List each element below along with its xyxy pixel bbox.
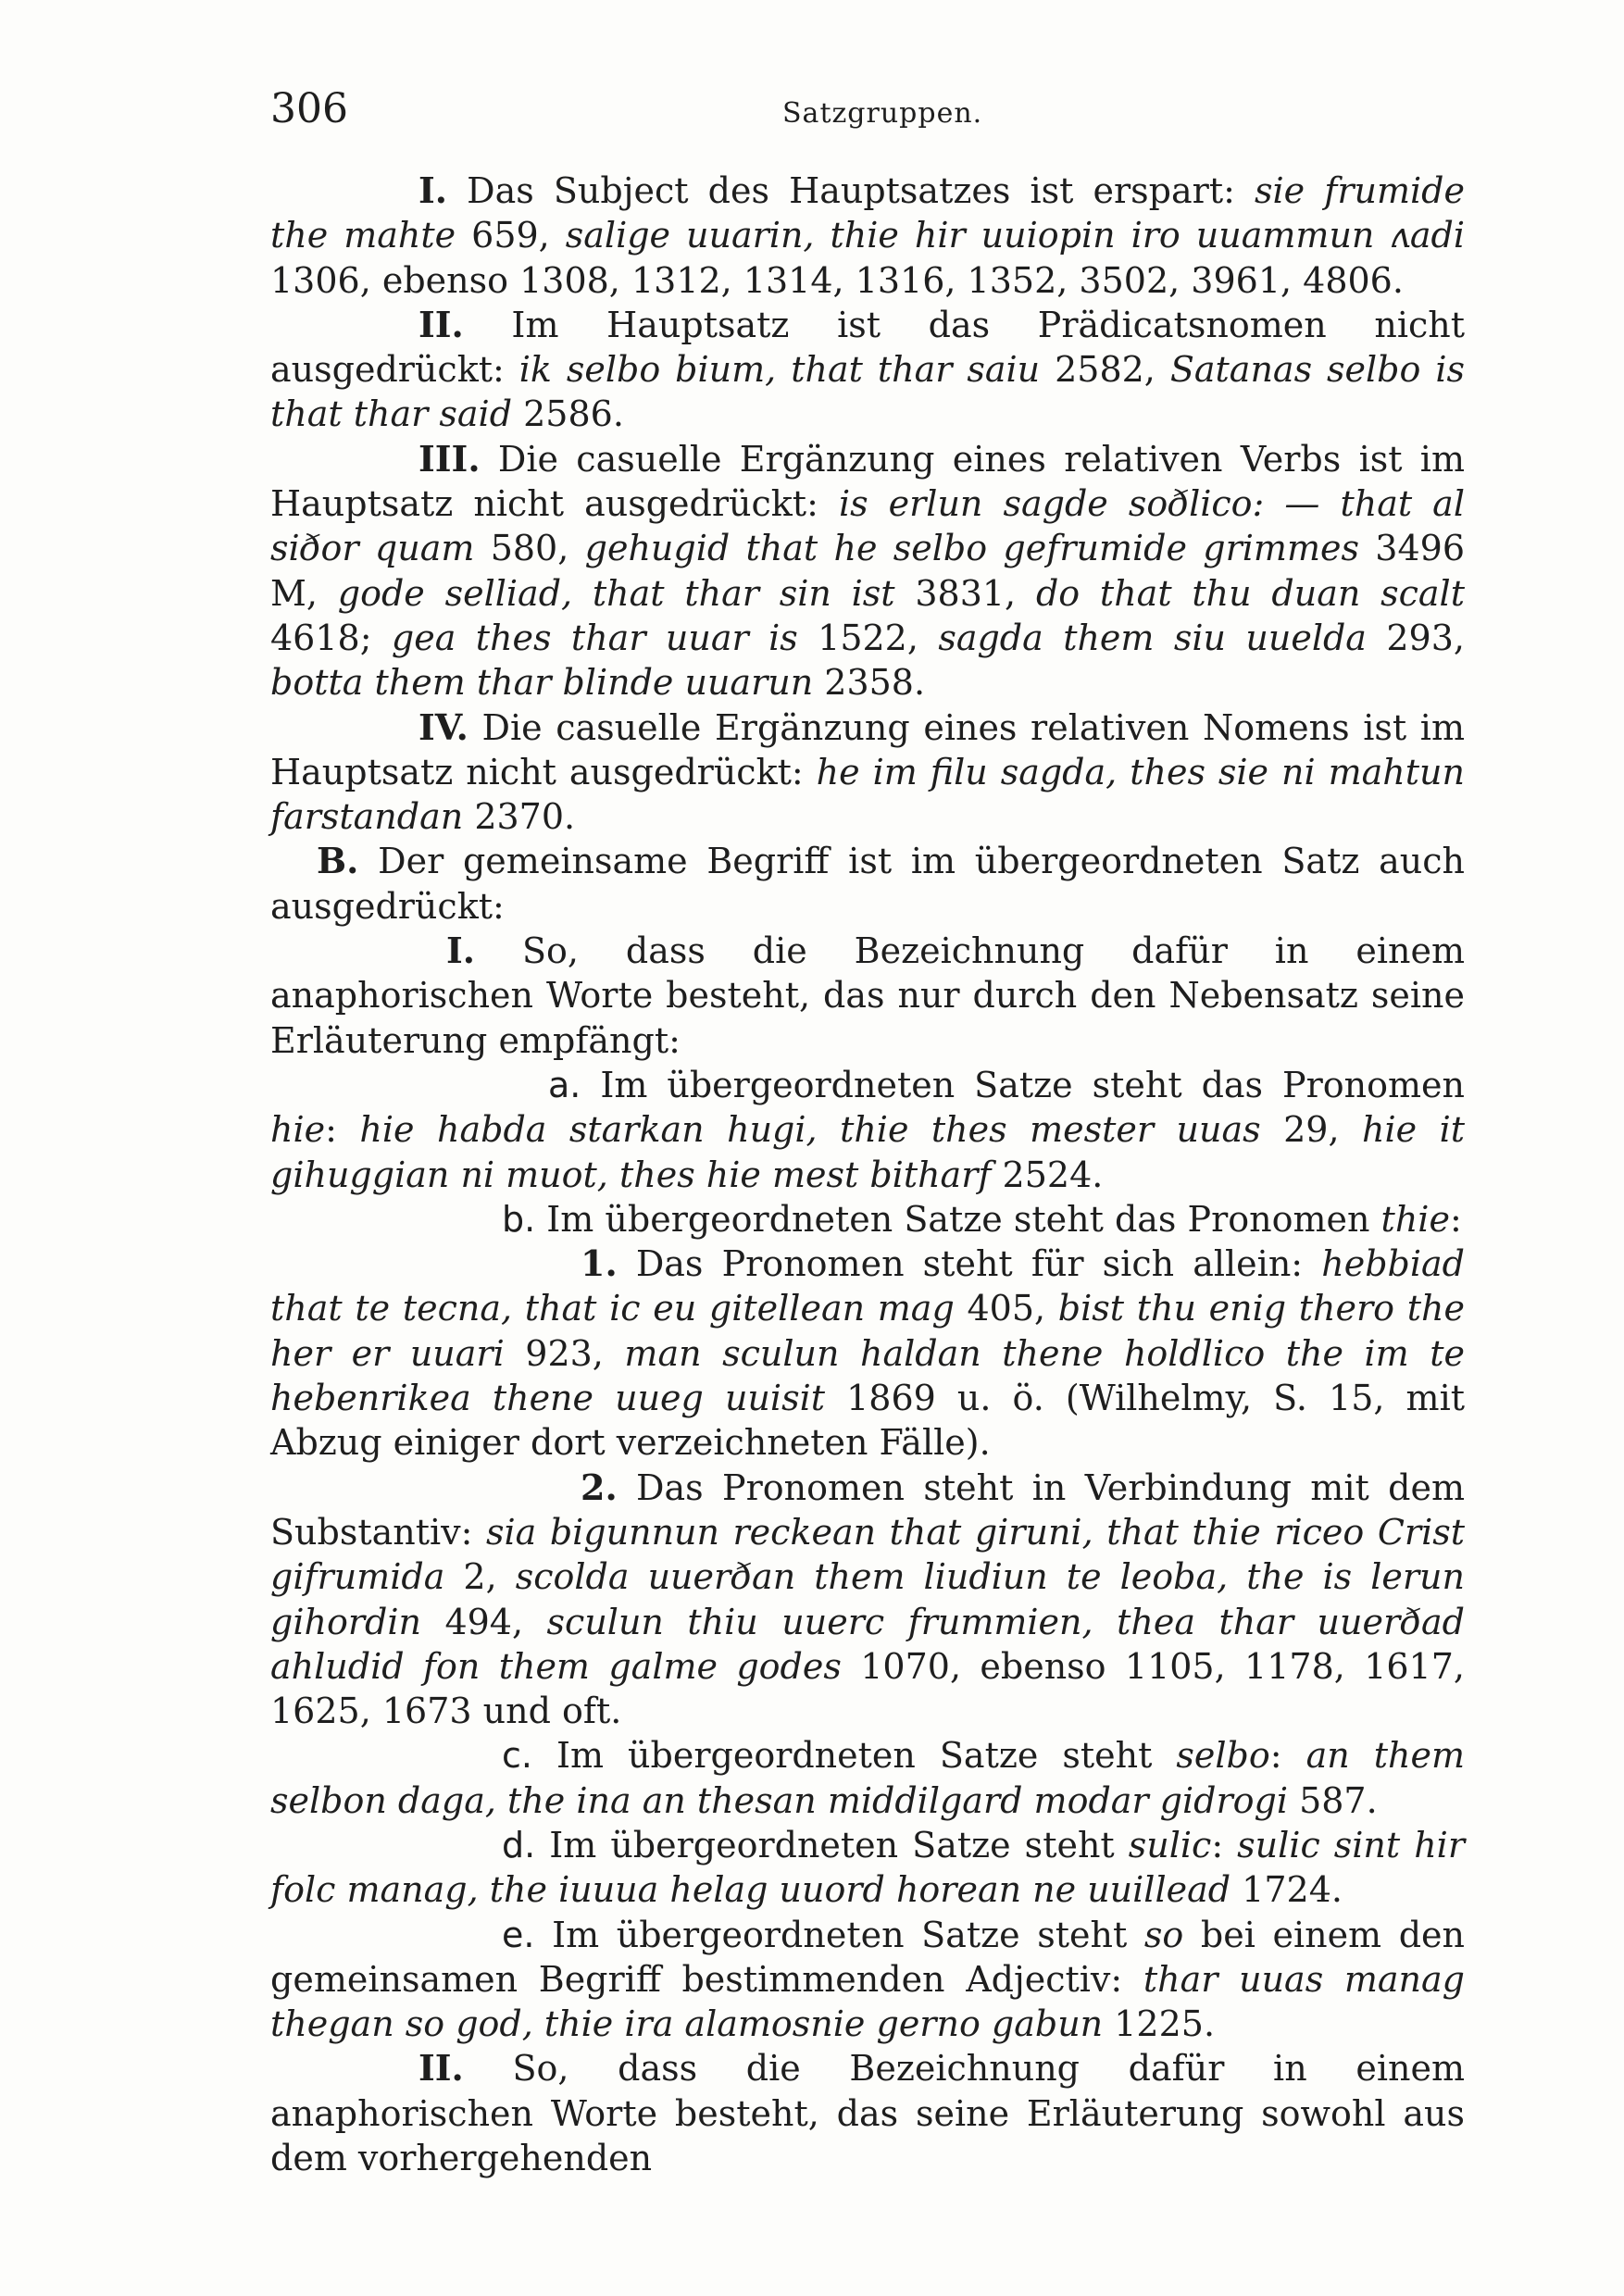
paragraph-2-verbindung: 2. Das Pronomen steht in Verbindung mit dem Substantiv: sia bigunnun reckean that giruni, that thie riceo Crist gifrumida 2, scolda uuerðan them liudiun te leoba, the is lerun gihordin 494, sculun thiu uuerc frummien, thea thar uuerðad ahludid fon them galme godes 1070, ebenso 1105, 1178, 1617, 1625, 1673 und oft. xyxy=(270,1466,1465,1732)
paragraph-b-i: I. So, dass die Bezeichnung dafür in einem anaphorischen Worte besteht, das nur durch den Nebensatz seine Erläuterung empfängt: xyxy=(270,930,1465,1061)
paragraph-d-sulic: d. Im übergeordneten Satze steht sulic: sulic sint hir folc manag, the iuuua helag uuord horean ne uuillead 1724. xyxy=(270,1824,1465,1911)
paragraph-label: II. xyxy=(418,303,464,345)
paragraph-iii-verb: III. Die casuelle Ergänzung eines relativen Verbs ist im Hauptsatz nicht ausgedrückt: is erlun sagde soðlico: — that al siðor quam 580, gehugid that he selbo gefrumide grimmes 3496 M, gode selliad, that thar sin ist 3831, do that thu duan scalt 4618; gea thes thar uuar is 1522, sagda them siu uuelda 293, botta them thar blinde uuarun 2358. xyxy=(270,437,1465,704)
paragraph-label: I. xyxy=(418,169,448,211)
paragraph-label: I. xyxy=(446,930,476,972)
paragraph-e-so: e. Im übergeordneten Satze steht so bei einem den gemeinsamen Begriff bestimmenden Adjectiv: thar uuas manag thegan so god, thie ira alamosnie gerno gabun 1225. xyxy=(270,1914,1465,2045)
running-head: Satzgruppen. xyxy=(782,97,983,130)
paragraph-label: b. xyxy=(502,1198,536,1240)
paragraph-1-allein: 1. Das Pronomen steht für sich allein: hebbiad that te tecna, that ic eu gitellean mag 405, bist thu enig thero the her er uuari 923, man sculun haldan thene holdlico the im te hebenrikea thene uueg uuisit 1869 u. ö. (Wilhelmy, S. 15, mit Abzug einiger dort verzeichneten Fälle). xyxy=(270,1242,1465,1464)
paragraph-label: 1. xyxy=(581,1242,618,1285)
paragraph-label: e. xyxy=(502,1914,535,1955)
paragraph-b-thie: b. Im übergeordneten Satze steht das Pronomen thie: xyxy=(502,1198,1462,1240)
section-b: B. Der gemeinsame Begriff ist im übergeordneten Satz auch ausgedrückt: xyxy=(270,840,1465,927)
paragraph-label: c. xyxy=(502,1735,532,1777)
paragraph-i-subject: I. Das Subject des Hauptsatzes ist erspart: sie frumide the mahte 659, salige uuarin, thie hir uuiopin iro uuammun ʌadi 1306, ebenso 1308, 1312, 1314, 1316, 1352, 3502, 3961, 4806. xyxy=(270,169,1466,301)
paragraph-a-hie: a. Im übergeordneten Satze steht das Pronomen hie: hie habda starkan hugi, thie thes mester uuas 29, hie it gihuggian ni muot, thes hie mest bitharf 2524. xyxy=(270,1064,1466,1195)
paragraph-c-selbo: c. Im übergeordneten Satze steht selbo: an them selbon daga, the ina an thesan middilgard modar gidrogi 587. xyxy=(270,1735,1465,1821)
page-number: 306 xyxy=(270,85,348,132)
paragraph-iv-nomen: IV. Die casuelle Ergänzung eines relativen Nomens ist im Hauptsatz nicht ausgedrückt: he im filu sagda, thes sie ni mahtun farstandan 2370. xyxy=(270,705,1465,838)
paragraph-label: IV. xyxy=(418,705,468,748)
paragraph-b-ii: II. So, dass die Bezeichnung dafür in einem anaphorischen Worte besteht, das seine Erläuterung sowohl aus dem vorhergehenden xyxy=(270,2047,1465,2179)
page-header xyxy=(270,85,1465,141)
paragraph-label: a. xyxy=(548,1064,581,1105)
paragraph-label: d. xyxy=(502,1824,536,1866)
paragraph-ii-praedicat: II. Im Hauptsatz ist das Prädicatsnomen nicht ausgedrückt: ik selbo bium, that thar saiu 2582, Satanas selbo is that thar said 2586. xyxy=(270,303,1465,435)
paragraph-label: 2. xyxy=(581,1466,618,1508)
body-text xyxy=(270,168,1465,2180)
section-label: B. xyxy=(317,840,359,882)
paragraph-label: II. xyxy=(418,2047,464,2090)
paragraph-label: III. xyxy=(418,437,481,480)
